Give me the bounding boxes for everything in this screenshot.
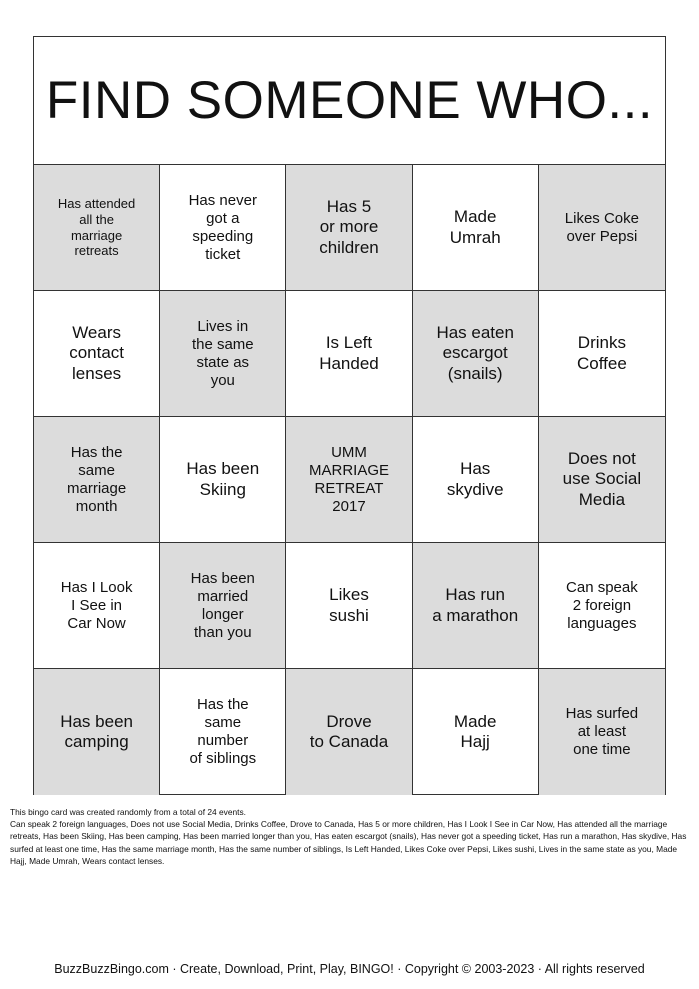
bingo-cell[interactable]: Likes Coke over Pepsi: [539, 165, 665, 291]
bingo-cell[interactable]: Has been married longer than you: [160, 543, 286, 669]
event-list: Can speak 2 foreign languages, Does not use Social Media, Drinks Coffee, Drove to Canada, Has 5 or more children, Has I Look I See in Car Now, Has attended all the marriage retreats, Has been Skiing, Has been camping, Has been married longer than you, Has eaten escargot (snails), Has never got a speeding ticket, Has run a marathon, Has skydive, Has surfed at least one time, Has the same marriage month, Has the same number of siblings, Is Left Handed, Likes Coke over Pepsi, Likes sushi, Lives in the same state as you, Made Hajj, Made Umrah, Wears contact lenses.: [10, 819, 687, 866]
bingo-cell[interactable]: Has been Skiing: [160, 417, 286, 543]
bingo-cell[interactable]: Is Left Handed: [286, 291, 412, 417]
event-count-note: This bingo card was created randomly from a total of 24 events.: [10, 807, 247, 817]
bingo-card: [33, 36, 666, 795]
bingo-grid: [34, 165, 665, 795]
card-footer: [10, 806, 690, 867]
copyright-line: BuzzBuzzBingo.com · Create, Download, Print, Play, BINGO! · Copyright © 2003-2023 · All rights reserved: [54, 962, 645, 976]
bingo-cell[interactable]: Drinks Coffee: [539, 291, 665, 417]
bingo-cell[interactable]: UMM MARRIAGE RETREAT 2017: [286, 417, 412, 543]
bingo-cell[interactable]: Has run a marathon: [413, 543, 539, 669]
bingo-cell[interactable]: Likes sushi: [286, 543, 412, 669]
bingo-cell[interactable]: Has attended all the marriage retreats: [34, 165, 160, 291]
bingo-cell[interactable]: Can speak 2 foreign languages: [539, 543, 665, 669]
bingo-cell[interactable]: Has been camping: [34, 669, 160, 795]
bingo-cell[interactable]: Has surfed at least one time: [539, 669, 665, 795]
bingo-cell[interactable]: Does not use Social Media: [539, 417, 665, 543]
bingo-cell[interactable]: Has never got a speeding ticket: [160, 165, 286, 291]
bingo-cell[interactable]: Lives in the same state as you: [160, 291, 286, 417]
bingo-cell[interactable]: Has I Look I See in Car Now: [34, 543, 160, 669]
bingo-cell[interactable]: Drove to Canada: [286, 669, 412, 795]
bingo-cell[interactable]: Has the same marriage month: [34, 417, 160, 543]
bingo-cell[interactable]: Has the same number of siblings: [160, 669, 286, 795]
bingo-cell[interactable]: Made Umrah: [413, 165, 539, 291]
bingo-cell[interactable]: Has skydive: [413, 417, 539, 543]
bingo-cell[interactable]: Has eaten escargot (snails): [413, 291, 539, 417]
bingo-cell[interactable]: Made Hajj: [413, 669, 539, 795]
bingo-cell[interactable]: Has 5 or more children: [286, 165, 412, 291]
card-title: FIND SOMEONE WHO...: [34, 37, 665, 165]
bingo-cell[interactable]: Wears contact lenses: [34, 291, 160, 417]
